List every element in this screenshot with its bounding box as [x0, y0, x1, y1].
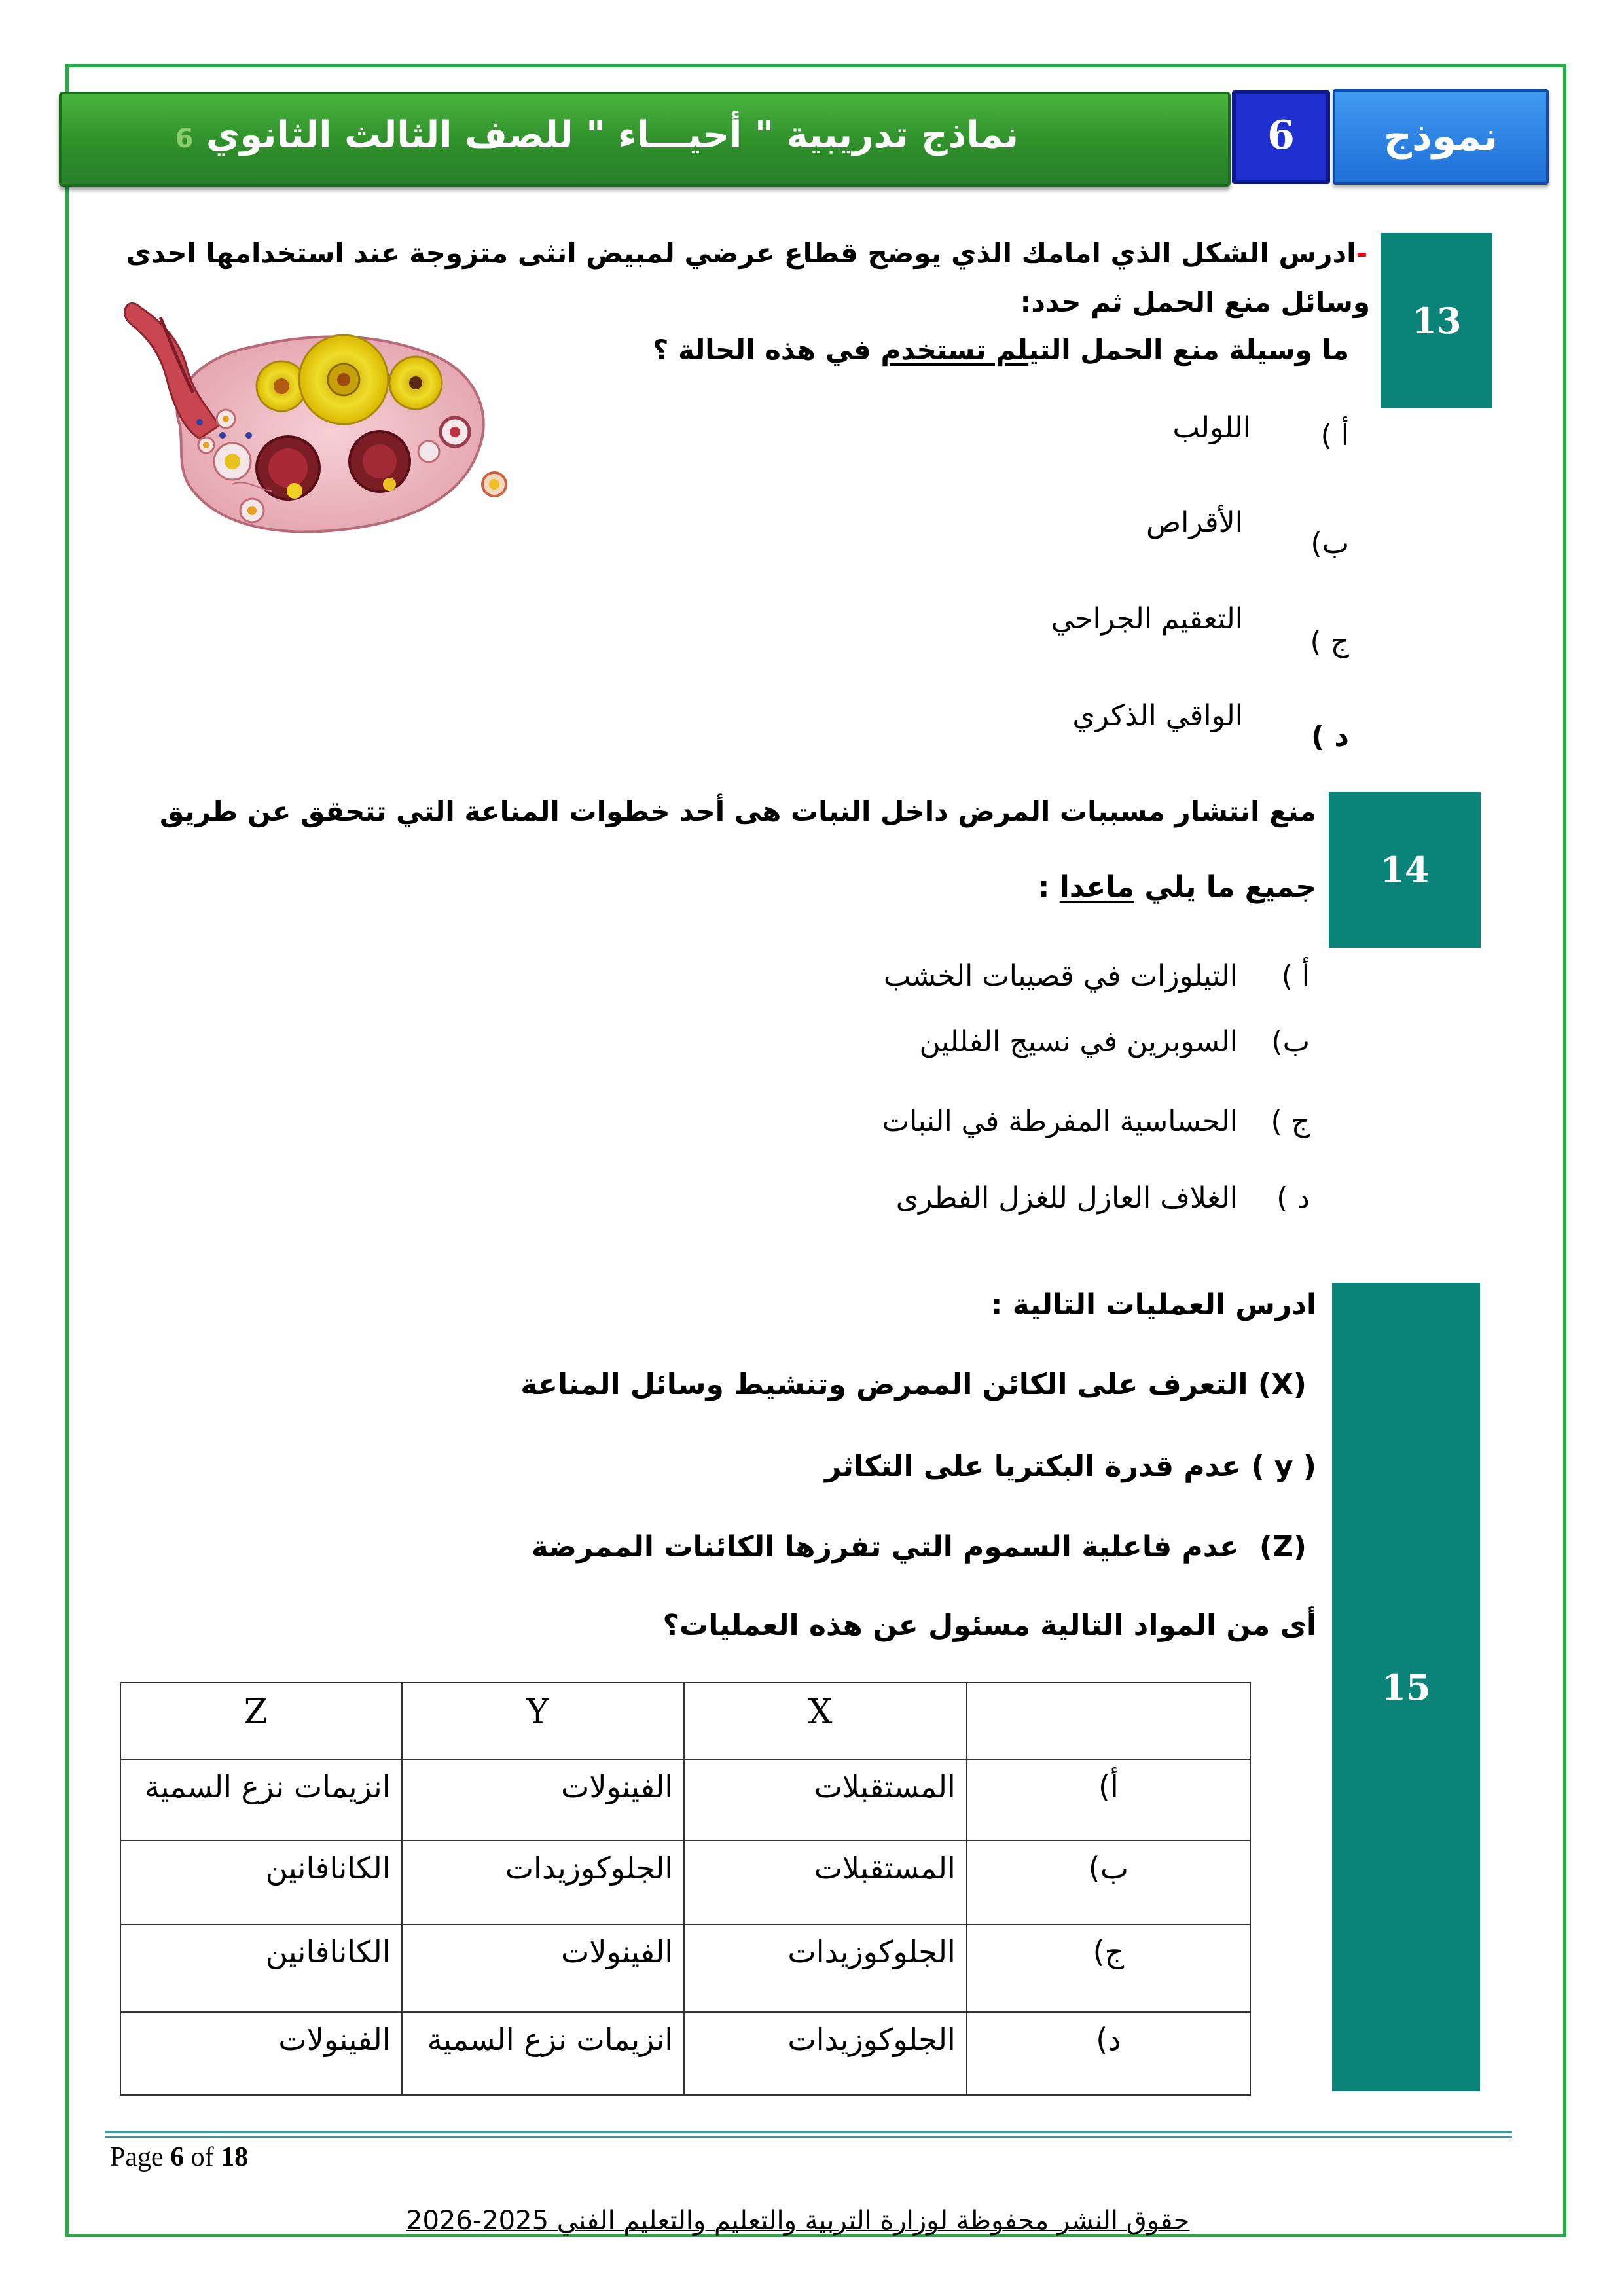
q13-stem-3u: لم تستخدم	[880, 334, 1029, 366]
q15-process-z-label: (Z)	[1259, 1530, 1307, 1564]
table-cell: الفينولات	[402, 1759, 685, 1840]
q14-option-b-text[interactable]: السوبرين في نسيج الفللين	[919, 1025, 1238, 1058]
ovary-cross-section-image	[121, 295, 527, 569]
q13-option-c-letter[interactable]: ج )	[1310, 625, 1349, 658]
q14-stem-2u: ماعدا	[1059, 870, 1135, 904]
page-prefix: Page	[110, 2142, 164, 2172]
q13-stem-line1	[126, 237, 1367, 269]
header-title-banner	[59, 92, 1231, 187]
q15-process-x-text: التعرف على الكائن الممرض وتنشيط وسائل المناعة	[520, 1368, 1248, 1401]
page-number	[110, 2142, 248, 2173]
q15-intro: ادرس العمليات التالية :	[990, 1288, 1316, 1321]
table-row[interactable]	[120, 1759, 1250, 1840]
table-cell: الجلوكوزيدات	[684, 1924, 967, 2012]
q13-dash: -	[1356, 237, 1367, 269]
q15-process-x-label: (X)	[1257, 1368, 1307, 1401]
page-current: 6	[170, 2142, 185, 2172]
q15-question: أى من المواد التالية مسئول عن هذه العمليات؟	[662, 1609, 1316, 1642]
q13-option-a-letter[interactable]: أ )	[1320, 419, 1349, 452]
table-cell: الجلوكوزيدات	[402, 1840, 685, 1924]
table-option-letter[interactable]: ج)	[967, 1924, 1250, 2012]
table-cell: الكانافانين	[120, 1840, 402, 1924]
table-cell: الكانافانين	[120, 1924, 402, 2012]
table-option-letter[interactable]: ب)	[967, 1840, 1250, 1924]
q15-process-y-label: ( y )	[1251, 1450, 1316, 1483]
q13-stem-text1: ادرس الشكل الذي امامك الذي يوضح قطاع عرضي لمبيض انثى متزوجة عند استخدامها احدى	[126, 237, 1356, 269]
q13-option-d-text[interactable]: الواقي الذكري	[1072, 699, 1243, 732]
q14-option-d-letter[interactable]: د )	[1276, 1181, 1310, 1215]
q13-stem-3b: في هذه الحالة ؟	[653, 334, 871, 366]
table-cell: انزيمات نزع السمية	[120, 1759, 402, 1840]
q13-option-c-text[interactable]: التعقيم الجراحي	[1051, 602, 1243, 636]
q14-stem-line2	[1038, 870, 1316, 904]
q14-option-a-letter[interactable]: أ )	[1281, 960, 1310, 993]
table-cell: المستقبلات	[684, 1759, 967, 1840]
table-cell: الفينولات	[402, 1924, 685, 2012]
q13-option-a-text[interactable]: اللولب	[1172, 411, 1251, 444]
table-header-empty	[967, 1683, 1250, 1759]
q15-process-x	[520, 1368, 1307, 1401]
footer-divider	[105, 2131, 1512, 2133]
table-header-row	[120, 1683, 1250, 1759]
footer-divider-2	[105, 2136, 1512, 2138]
q14-option-c-text[interactable]: الحساسية المفرطة في النبات	[882, 1105, 1238, 1138]
page-title	[175, 114, 1019, 156]
q14-stem-line1: منع انتشار مسببات المرض داخل النبات هى أحد خطوات المناعة التي تتحقق عن طريق	[160, 795, 1316, 827]
model-label-box	[1333, 89, 1549, 185]
table-row[interactable]	[120, 1840, 1250, 1924]
title-suffix: 6	[175, 124, 194, 154]
table-header-y: Y	[402, 1683, 685, 1759]
q14-option-c-letter[interactable]: ج )	[1271, 1105, 1310, 1138]
table-cell: انزيمات نزع السمية	[402, 2012, 685, 2095]
question-number-14	[1329, 792, 1481, 948]
q14-option-d-text[interactable]: الغلاف العازل للغزل الفطرى	[895, 1181, 1238, 1215]
table-option-letter[interactable]: د)	[967, 2012, 1250, 2095]
model-label: نموذج	[1383, 114, 1498, 160]
q13-option-b-letter[interactable]: ب)	[1310, 527, 1349, 560]
table-option-letter[interactable]: أ)	[967, 1759, 1250, 1840]
q14-stem-2b: :	[1038, 870, 1050, 904]
question-number-13	[1381, 233, 1492, 408]
q15-process-y-text: عدم قدرة البكتريا على التكاثر	[824, 1450, 1242, 1483]
page-total: 18	[221, 2142, 249, 2172]
page-of: of	[190, 2142, 214, 2172]
q15-process-z	[532, 1530, 1307, 1564]
q15-number: 15	[1381, 1666, 1431, 1708]
q13-stem-line3	[653, 334, 1349, 366]
table-cell: الفينولات	[120, 2012, 402, 2095]
table-row[interactable]	[120, 1924, 1250, 2012]
model-number-box	[1232, 90, 1330, 184]
q13-stem-line2: وسائل منع الحمل ثم حدد:	[1020, 286, 1370, 318]
q14-number: 14	[1380, 849, 1430, 891]
table-row[interactable]	[120, 2012, 1250, 2095]
q15-process-z-text: عدم فاعلية السموم التي تفرزها الكائنات الممرضة	[531, 1530, 1240, 1564]
table-cell: المستقبلات	[684, 1840, 967, 1924]
q13-option-d-letter[interactable]: د )	[1310, 720, 1349, 753]
question-number-15	[1332, 1283, 1480, 2091]
title-text: نماذج تدريبية " أحيـــاء " للصف الثالث الثانوي	[206, 114, 1019, 156]
q14-option-a-text[interactable]: التيلوزات في قصيبات الخشب	[883, 960, 1238, 993]
copyright-notice: حقوق النشر محفوظة لوزارة التربية والتعليم والتعليم الفني 2025-2026	[406, 2206, 1190, 2236]
table-cell: الجلوكوزيدات	[684, 2012, 967, 2095]
table-header-z: Z	[120, 1683, 402, 1759]
table-header-x: X	[684, 1683, 967, 1759]
q14-option-b-letter[interactable]: ب)	[1271, 1025, 1310, 1058]
q14-stem-2a: جميع ما يلي	[1144, 870, 1316, 904]
q13-stem-3a: ما وسيلة منع الحمل التي	[1028, 334, 1349, 366]
q13-number: 13	[1412, 300, 1462, 342]
q15-answer-table	[120, 1682, 1251, 2096]
model-number: 6	[1267, 113, 1295, 158]
q13-option-b-text[interactable]: الأقراص	[1146, 506, 1243, 539]
q15-process-y	[825, 1450, 1316, 1483]
